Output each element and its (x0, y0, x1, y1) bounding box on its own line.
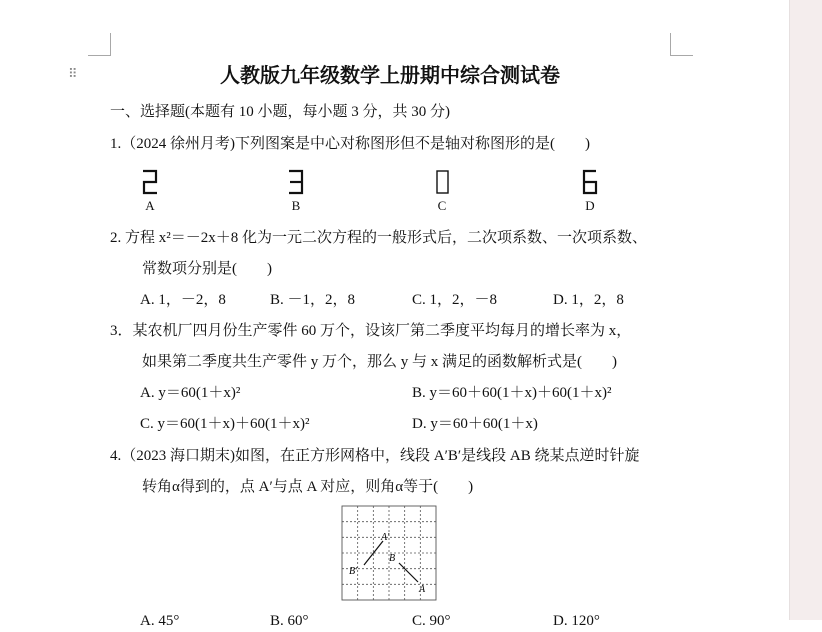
figure-d-digit-6 (581, 168, 599, 196)
question-3-stem-line2: 如果第二季度共生产零件 y 万个，那么 y 与 x 满足的函数解析式是( ) (142, 354, 617, 370)
question-2-option-c: C. 1，2，－8 (412, 292, 498, 308)
question-3-option-c: C. y＝60(1＋x)＋60(1＋x)² (140, 416, 310, 432)
figure-c-label: C (437, 198, 447, 213)
drag-handle-icon[interactable]: ⠿ (68, 67, 78, 82)
question-2-option-a: A. 1，－2，8 (140, 292, 226, 308)
label-b: B (389, 553, 396, 564)
question-3-option-b: B. y＝60＋60(1＋x)＋60(1＋x)² (412, 385, 612, 401)
page-corner-top-left (88, 33, 111, 56)
document-title: 人教版九年级数学上册期中综合测试卷 (220, 63, 560, 87)
question-4-option-c: C. 90° (412, 613, 451, 629)
question-3-option-a: A. y＝60(1＋x)² (140, 385, 241, 401)
window-right-gutter (789, 0, 822, 620)
figure-c-digit-0 (434, 168, 452, 196)
question-2-stem-line2: 常数项分别是( ) (142, 261, 272, 277)
rotation-grid-figure (341, 505, 437, 601)
label-a-prime: A′ (381, 532, 390, 543)
question-3-option-d: D. y＝60＋60(1＋x) (412, 416, 538, 432)
question-3-stem-line1: 3．某农机厂四月份生产零件 60 万个，设该厂第二季度平均每月的增长率为 x， (110, 323, 632, 339)
label-a: A (419, 584, 426, 595)
segment-a-b (399, 563, 418, 582)
figure-a-digit-2 (141, 168, 159, 196)
question-1-stem: 1.（2024 徐州月考)下列图案是中心对称图形但不是轴对称图形的是( ) (110, 136, 590, 152)
figure-b-digit-3 (287, 168, 305, 196)
figure-d-label: D (585, 198, 595, 213)
question-4-option-a: A. 45° (140, 613, 180, 629)
label-b-prime: B′ (349, 566, 358, 577)
figure-b-label: B (291, 198, 301, 213)
question-2-stem-line1: 2. 方程 x²＝－2x＋8 化为一元二次方程的一般形式后，二次项系数、一次项系数、 (110, 230, 648, 246)
question-2-option-b: B. －1，2，8 (270, 292, 356, 308)
question-4-option-d: D. 120° (553, 613, 600, 629)
figure-a-label: A (145, 198, 155, 213)
question-4-stem-line1: 4.（2023 海口期末)如图，在正方形网格中，线段 A′B′是线段 AB 绕某点逆时针旋 (110, 448, 640, 464)
section-heading: 一、选择题(本题有 10 小题，每小题 3 分，共 30 分) (110, 104, 450, 120)
question-4-stem-line2: 转角α得到的，点 A′与点 A 对应，则角α等于( ) (142, 479, 474, 495)
page-corner-top-right (670, 33, 693, 56)
question-2-option-d: D. 1，2，8 (553, 292, 624, 308)
question-4-option-b: B. 60° (270, 613, 309, 629)
